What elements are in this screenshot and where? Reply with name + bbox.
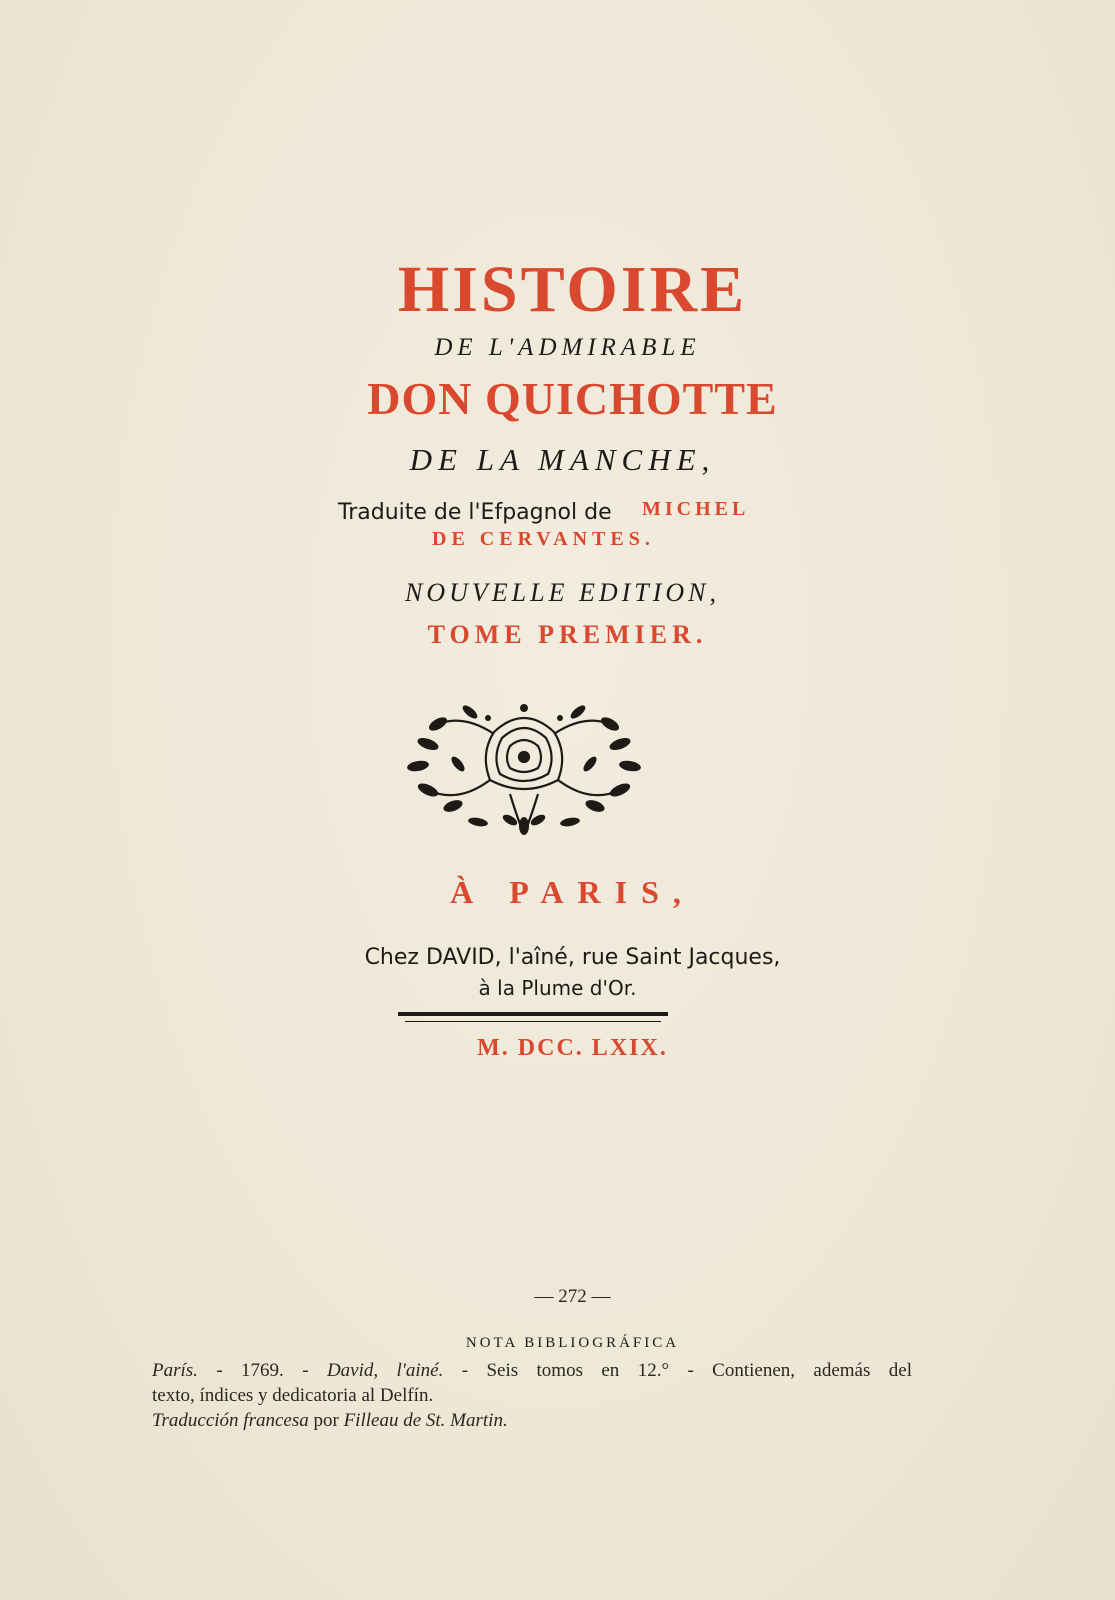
translated-from: Traduite de l'Efpagnol de (338, 500, 612, 525)
edition-label: NOUVELLE EDITION, (404, 578, 720, 607)
nota-line-2 (152, 1383, 912, 1408)
nota-by: por (308, 1410, 344, 1431)
book-title: HISTOIRE (397, 253, 748, 326)
nota-line-1 (152, 1358, 912, 1383)
subtitle-don-quichotte: DON QUICHOTTE (367, 373, 778, 424)
nota-desc-1: - Seis tomos en 12.° - Contienen, además del (443, 1360, 912, 1381)
nota-desc-2: texto, índices y dedicatoria al Delfín. (152, 1385, 434, 1406)
author-last-name: DE CERVANTES. (432, 528, 655, 550)
subtitle-la-manche: DE LA MANCHE, (409, 442, 716, 477)
nota-body (152, 1358, 912, 1433)
page-number: — 272 — (534, 1286, 611, 1307)
publisher-sign: à la Plume d'Or. (478, 976, 637, 1000)
nota-line-3 (152, 1408, 912, 1433)
publication-year: M. DCC. LXIX. (477, 1035, 668, 1061)
nota-translator: Filleau de St. Martin. (343, 1410, 508, 1431)
volume-label: TOME PREMIER. (427, 620, 708, 649)
nota-translation-label: Traducción francesa (152, 1410, 309, 1431)
nota-publisher: David, l'ainé. (326, 1360, 444, 1381)
author-first-name: MICHEL (642, 498, 750, 520)
floral-ornament-icon (398, 694, 650, 844)
nota-place: París. (152, 1360, 198, 1381)
nota-heading: NOTA BIBLIOGRÁFICA (465, 1335, 680, 1351)
nota-year: - 1769. - (197, 1360, 327, 1381)
double-rule-thin (405, 1021, 661, 1022)
publisher-line: Chez DAVID, l'aîné, rue Saint Jacques, (364, 945, 781, 970)
double-rule-thick (398, 1012, 668, 1016)
publication-place: À PARIS, (450, 874, 695, 910)
subtitle-admirable: DE L'ADMIRABLE (434, 334, 701, 361)
